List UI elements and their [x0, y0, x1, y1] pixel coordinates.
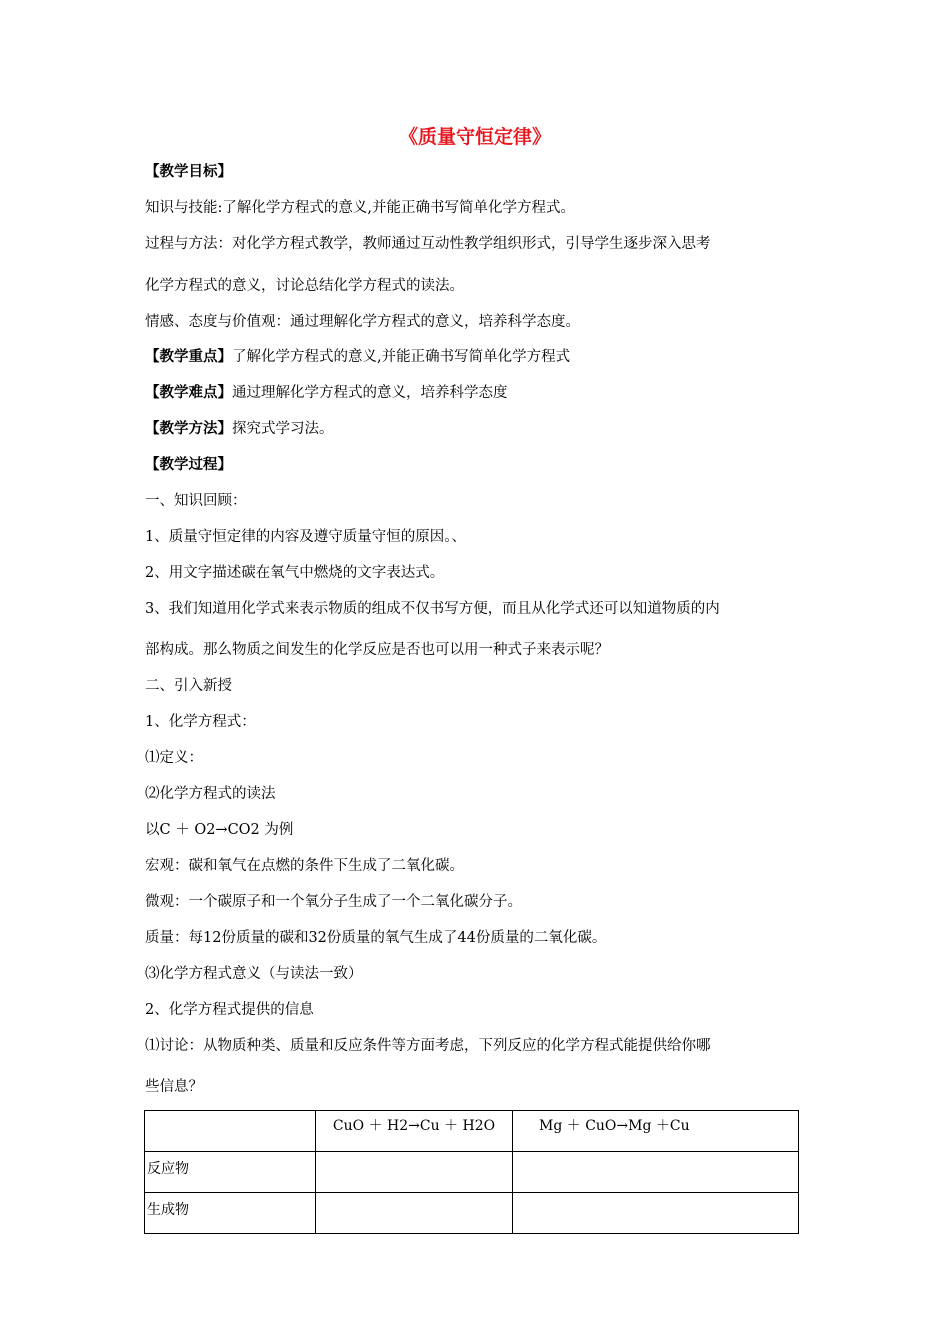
process-line: ⑴讨论：从物质种类、质量和反应条件等方面考虑，下列反应的化学方程式能提供给你哪 [145, 1038, 711, 1054]
process-line: ⑶化学方程式意义（与读法一致） [145, 966, 363, 982]
process-line: 3、我们知道用化学式来表示物质的组成不仅书写方便，而且从化学式还可以知道物质的内 [145, 601, 720, 617]
table-header-row [145, 1111, 799, 1152]
process-line: 宏观：碳和氧气在点燃的条件下生成了二氧化碳。 [145, 858, 464, 874]
difficulty-paragraph [145, 382, 815, 404]
table-cell [316, 1152, 513, 1193]
reaction-info-table [144, 1110, 799, 1234]
objective-process-line2: 化学方程式的意义，讨论总结化学方程式的读法。 [145, 278, 464, 294]
table-cell [513, 1193, 799, 1234]
table-header-cell: CuO ＋ H2→Cu ＋ H2O [316, 1111, 513, 1152]
key-point-text: 了解化学方程式的意义,并能正确书写简单化学方程式 [232, 349, 571, 365]
table-cell [316, 1193, 513, 1234]
process-line: 1、质量守恒定律的内容及遵守质量守恒的原因。、 [145, 529, 466, 545]
objectives-heading: 【教学目标】 [145, 163, 232, 180]
process-heading: 【教学过程】 [145, 456, 232, 473]
process-line: ⑴定义： [145, 750, 203, 766]
objective-emotion: 情感、态度与价值观：通过理解化学方程式的意义，培养科学态度。 [145, 314, 580, 330]
process-line: 二、引入新授 [145, 678, 232, 694]
method-paragraph [145, 418, 815, 440]
process-line: 2、用文字描述碳在氧气中燃烧的文字表达式。 [145, 565, 445, 581]
process-line: 些信息？ [145, 1079, 203, 1095]
table-cell: 生成物 [145, 1193, 316, 1234]
objective-knowledge: 知识与技能:了解化学方程式的意义,并能正确书写简单化学方程式。 [145, 200, 575, 216]
process-line: 以C ＋ O2→CO2 为例 [145, 822, 294, 838]
method-text: 探究式学习法。 [232, 421, 334, 437]
process-line: 1、化学方程式： [145, 714, 256, 730]
table-cell [513, 1152, 799, 1193]
process-line: 一、知识回顾： [145, 493, 247, 509]
page-title: 《质量守恒定律》 [398, 126, 551, 148]
process-line: ⑵化学方程式的读法 [145, 786, 276, 802]
key-point-paragraph [145, 346, 815, 368]
objective-process-line1: 过程与方法：对化学方程式教学，教师通过互动性教学组织形式，引导学生逐步深入思考 [145, 236, 711, 252]
table-row [145, 1193, 799, 1234]
key-point-label: 【教学重点】 [145, 348, 232, 365]
difficulty-text: 通过理解化学方程式的意义，培养科学态度 [232, 385, 508, 401]
process-line: 部构成。那么物质之间发生的化学反应是否也可以用一种式子来表示呢？ [145, 642, 609, 658]
table-header-cell: Mg ＋ CuO→Mg ＋Cu [513, 1111, 799, 1152]
process-line: 2、化学方程式提供的信息 [145, 1002, 314, 1018]
table-row [145, 1152, 799, 1193]
table-header-cell [145, 1111, 316, 1152]
difficulty-label: 【教学难点】 [145, 384, 232, 401]
process-line: 质量：每12份质量的碳和32份质量的氧气生成了44份质量的二氧化碳。 [145, 930, 607, 946]
process-line: 微观：一个碳原子和一个氧分子生成了一个二氧化碳分子。 [145, 894, 522, 910]
table-cell: 反应物 [145, 1152, 316, 1193]
method-label: 【教学方法】 [145, 420, 232, 437]
